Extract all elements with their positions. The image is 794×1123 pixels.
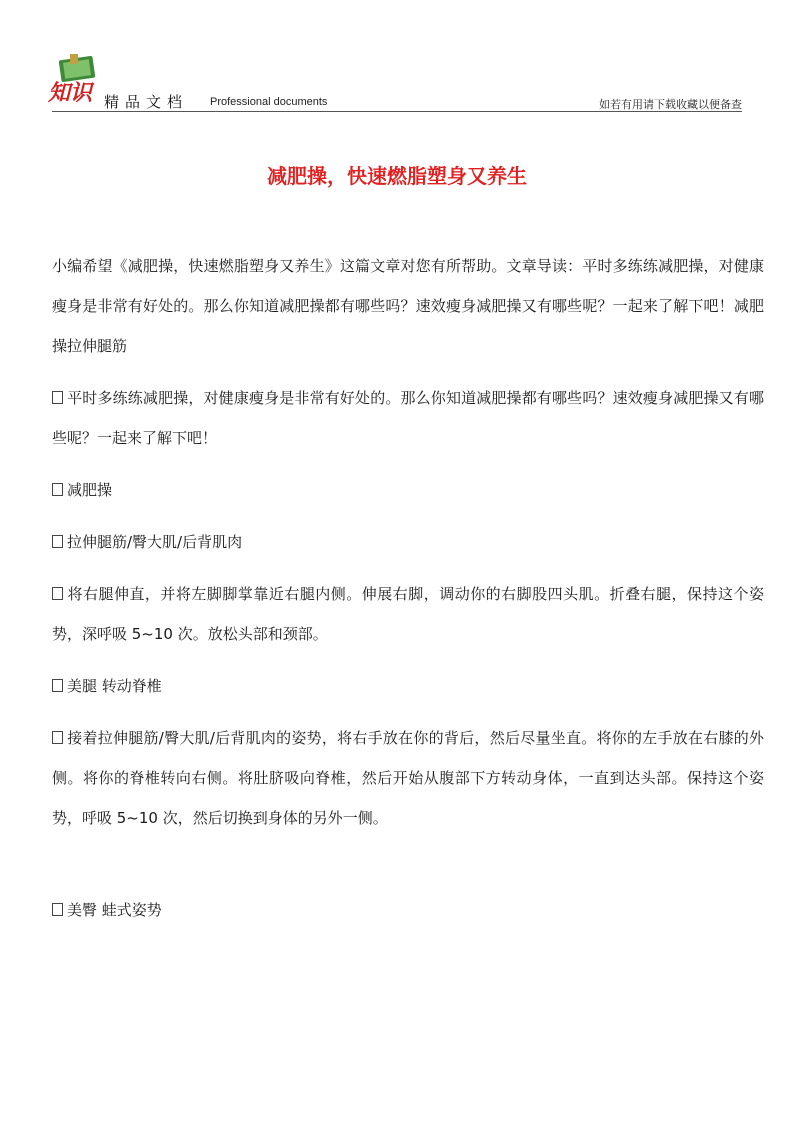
brand-subtitle: Professional documents bbox=[210, 96, 328, 108]
section-heading bbox=[52, 470, 764, 510]
document-body bbox=[52, 246, 764, 942]
paragraph-text: 拉伸腿筋/臀大肌/后背肌肉 bbox=[67, 533, 243, 551]
page-header bbox=[0, 0, 794, 120]
checkbox-glyph-icon bbox=[52, 391, 63, 404]
paragraph-text: 平时多练练减肥操，对健康瘦身是非常有好处的。那么你知道减肥操都有哪些吗？速效瘦身减肥操又有哪些呢？一起来了解下吧！ bbox=[52, 389, 764, 447]
paragraph bbox=[52, 246, 764, 366]
zhishi-logo bbox=[46, 52, 106, 108]
checkbox-glyph-icon bbox=[52, 483, 63, 496]
paragraph-text: 将右腿伸直，并将左脚脚掌靠近右腿内侧。伸展右脚，调动你的右脚股四头肌。折叠右腿，保持这个姿势，深呼吸 5~10 次。放松头部和颈部。 bbox=[52, 585, 764, 643]
paragraph-text: 减肥操 bbox=[67, 481, 113, 499]
paragraph bbox=[52, 718, 764, 838]
svg-text:知识: 知识 bbox=[48, 80, 93, 106]
brand-title: 精品文档 bbox=[104, 93, 189, 111]
header-divider bbox=[52, 111, 742, 112]
checkbox-glyph-icon bbox=[52, 587, 63, 600]
section-heading bbox=[52, 666, 764, 706]
paragraph bbox=[52, 378, 764, 458]
paragraph-text: 小编希望《减肥操，快速燃脂塑身又养生》这篇文章对您有所帮助。文章导读：平时多练练减肥操，对健康瘦身是非常有好处的。那么你知道减肥操都有哪些吗？速效瘦身减肥操又有哪些呢？一起来了解下吧！减肥操拉伸腿筋 bbox=[52, 257, 764, 355]
checkbox-glyph-icon bbox=[52, 731, 63, 744]
paragraph-text: 美臀 蛙式姿势 bbox=[67, 901, 162, 919]
paragraph bbox=[52, 574, 764, 654]
spacer bbox=[52, 850, 764, 890]
section-heading bbox=[52, 890, 764, 930]
checkbox-glyph-icon bbox=[52, 679, 63, 692]
checkbox-glyph-icon bbox=[52, 535, 63, 548]
document-title: 减肥操，快速燃脂塑身又养生 bbox=[267, 164, 527, 188]
checkbox-glyph-icon bbox=[52, 903, 63, 916]
paragraph-text: 接着拉伸腿筋/臀大肌/后背肌肉的姿势，将右手放在你的背后，然后尽量坐直。将你的左手放在右膝的外侧。将你的脊椎转向右侧。将肚脐吸向脊椎，然后开始从腹部下方转动身体，一直到达头部。保持这个姿势，呼吸 5~10 次，然后切换到身体的另外一侧。 bbox=[52, 729, 764, 827]
download-notice: 如若有用请下载收藏以便备查 bbox=[599, 98, 742, 111]
section-heading bbox=[52, 522, 764, 562]
paragraph-text: 美腿 转动脊椎 bbox=[67, 677, 162, 695]
